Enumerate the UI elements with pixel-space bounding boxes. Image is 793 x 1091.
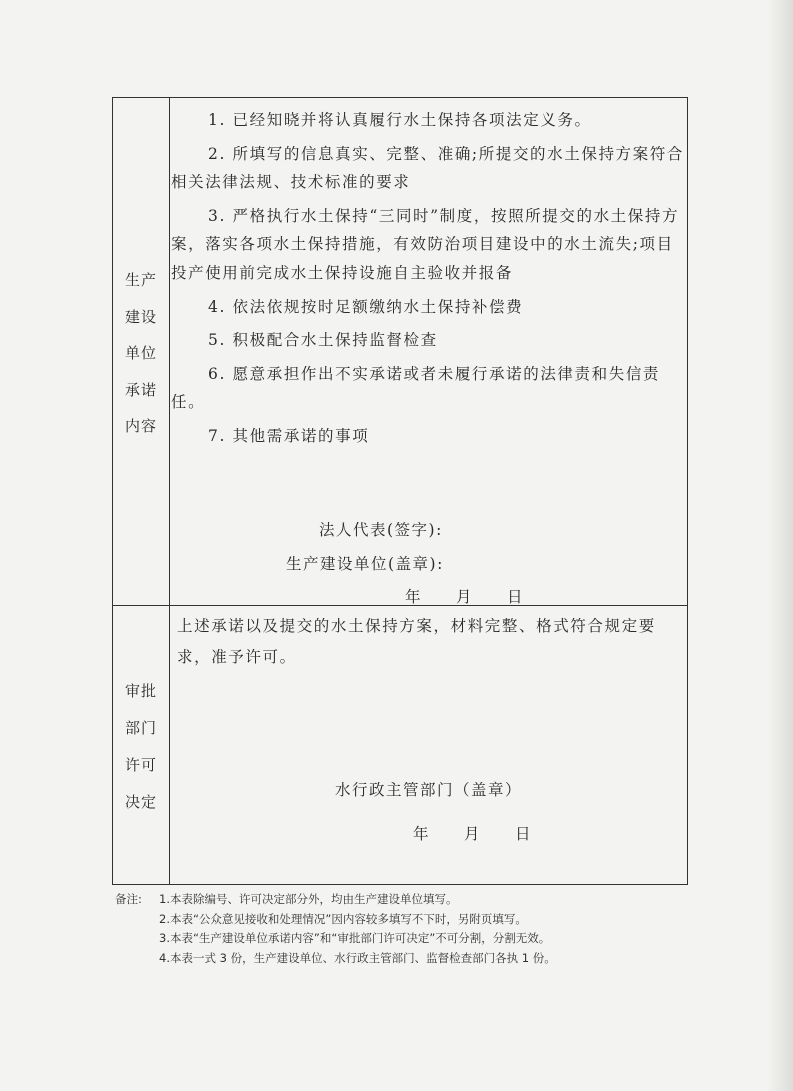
label-line: 建设	[124, 307, 157, 326]
note-item: 2.本表“公众意见接收和处理情况”因内容较多填写不下时，另附页填写。	[159, 911, 527, 926]
note-line	[115, 890, 556, 910]
label-line: 承诺	[124, 380, 157, 399]
notes-prefix: 备注:	[115, 892, 142, 906]
commitment-item: 3. 严格执行水土保持“三同时”制度，按照所提交的水土保持方案，落实各项水土保持措施，有效防治项目建设中的水土流失;项目投产使用前完成水土保持设施自主验收并报备	[171, 206, 680, 282]
label-line: 部门	[124, 719, 157, 737]
authority-seal-field: 水行政主管部门（盖章）	[335, 781, 523, 799]
label-line: 许可	[124, 756, 157, 774]
commitment-section-label	[113, 262, 169, 445]
label-line: 内容	[124, 417, 157, 435]
approval-date: 年 月 日	[413, 825, 533, 843]
legal-representative-signature: 法人代表(签字):	[319, 521, 443, 539]
commitment-item: 7. 其他需承诺的事项	[208, 426, 370, 445]
note-item: 1.本表除编号、许可决定部分外，均由生产建设单位填写。	[159, 892, 458, 906]
note-item: 4.本表一式 3 份，生产建设单位、水行政主管部门、监督检查部门各执 1 份。	[159, 950, 556, 965]
commitment-content	[171, 106, 685, 451]
form-notes	[115, 890, 556, 968]
approval-section-label	[113, 673, 169, 821]
commitment-item: 5. 积极配合水土保持监督检查	[208, 331, 438, 350]
commitment-date: 年 月 日	[405, 588, 525, 606]
commitment-form-table	[112, 97, 688, 885]
label-line: 审批	[124, 682, 157, 700]
commitment-item: 6. 愿意承担作出不实承诺或者未履行承诺的法律责和失信责任。	[171, 364, 661, 412]
note-item: 3.本表“生产建设单位承诺内容”和“审批部门许可决定”不可分割，分割无效。	[159, 931, 551, 945]
unit-seal-field: 生产建设单位(盖章):	[286, 555, 444, 573]
note-line	[115, 949, 556, 969]
note-line	[115, 910, 556, 930]
label-line: 单位	[124, 344, 157, 362]
row-divider	[113, 605, 687, 606]
commitment-item: 1. 已经知晓并将认真履行水土保持各项法定义务。	[208, 111, 592, 129]
commitment-item: 4. 依法依规按时足额缴纳水土保持补偿费	[208, 297, 524, 316]
label-line: 决定	[124, 793, 157, 811]
label-line: 生产	[124, 271, 157, 289]
scan-edge-shadow	[767, 0, 793, 1091]
commitment-item: 2. 所填写的信息真实、完整、准确;所提交的水土保持方案符合相关法律法规、技术标准的要求	[171, 144, 684, 192]
column-divider	[169, 98, 170, 884]
note-line	[115, 929, 556, 949]
approval-content: 上述承诺以及提交的水土保持方案，材料完整、格式符合规定要求，准予许可。	[177, 617, 656, 666]
